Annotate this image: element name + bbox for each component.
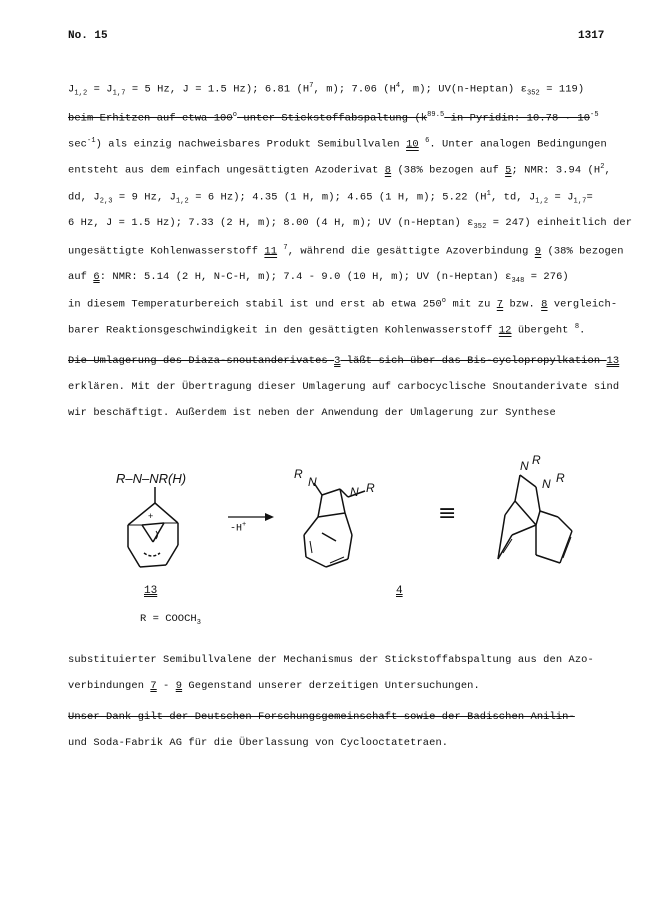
para1-line2: beim Erhitzen auf etwa 100$^o$ unter Stickstoffabspaltung ($k^{89.5}$ in Pyridin: $10.78 \cdot 10^{-5}$ xyxy=(68,111,599,125)
product-alt-n-label-2: N xyxy=(542,477,551,491)
compound-label-4: 4 xyxy=(396,585,403,597)
para1-line3: $\sec^{-1}$) als einzig nachweisbares Produkt Semibullvalen 10 $^6$. Unter analogen Bedingungen xyxy=(68,137,607,151)
product-alt-r-label-1: R xyxy=(532,453,541,467)
page-number: 1317 xyxy=(578,30,605,42)
para1-line4: entsteht aus dem einfach ungesättigten Azoderivat 8 (38% bezogen auf 5; NMR: 3.94 ($H^2$, xyxy=(68,163,611,177)
scheme-structures xyxy=(60,455,620,630)
para1-line1: $J_{1,2} = J_{1,7} = 5$ Hz, J = 1.5 Hz); 6.81 ($H^7$, m); 7.06 ($H^4$, m); UV(n-Heptan) $\varepsilon_{352} = 119$) xyxy=(68,82,585,98)
r-definition: $R = COOCH_3$ xyxy=(140,613,201,628)
para2-line3: wir beschäftigt. Außerdem ist neben der Anwendung der Umlagerung zur Synthese xyxy=(68,407,556,419)
para3-line2: verbindungen 7 - 9 Gegenstand unserer derzeitigen Untersuchungen. xyxy=(68,680,480,692)
product-n-label-2: N xyxy=(350,485,359,499)
compound-label-13: 13 xyxy=(144,585,158,597)
para2-line2: erklären. Mit der Übertragung dieser Umlagerung auf carbocyclische Snoutanderivate sind xyxy=(68,381,620,393)
reactant-substituent: R–N–NR(H) xyxy=(116,471,187,486)
product-alt-n-label-1: N xyxy=(520,459,529,473)
para1-line6: 6 Hz, J = 1.5 Hz); 7.33 (2 H, m); 8.00 (4 H, m); UV (n-Heptan) $\varepsilon_{352} = 247$) einheitlich der xyxy=(68,217,633,232)
product-r-label-1: R xyxy=(294,467,303,481)
para1-line9: in diesem Temperaturbereich stabil ist und erst ab etwa 250$^o$ mit zu 7 bzw. 8 vergleich- xyxy=(68,297,618,311)
reagent-label: -H+ xyxy=(230,521,247,535)
product-structure-alt xyxy=(498,475,572,563)
para4-line2: und Soda-Fabrik AG für die Überlassung von Cyclooctatetraen. xyxy=(68,737,449,749)
equivalence-symbol: ≡ xyxy=(438,501,457,526)
para1-line5: dd, $J_{2,3} = 9$ Hz, $J_{1,2} = 6$ Hz); 4.35 (1 H, m); 4.65 (1 H, m); 5.22 ($H^1$, td, $J_{1,2} = J_{1,7}=$ xyxy=(68,190,593,206)
product-alt-r-label-2: R xyxy=(556,471,565,485)
para2-line1: Die Umlagerung des Diaza-snoutanderivates 3 läßt sich über das Bis-cyclopropylkation 13 xyxy=(68,355,620,367)
product-r-label-2: R xyxy=(366,481,375,495)
product-n-label-1: N xyxy=(308,475,317,489)
para1-line7: ungesättigte Kohlenwasserstoff 11 $^7$, während die gesättigte Azoverbindung 9 (38% bezogen xyxy=(68,244,624,258)
para1-line8: auf 6: NMR: 5.14 (2 H, N-C-H, m); 7.4 - 9.0 (10 H, m); UV (n-Heptan) $\varepsilon_{348} = 276$) xyxy=(68,271,569,286)
svg-text:+: + xyxy=(148,511,154,521)
reactant-structure xyxy=(128,487,178,567)
journal-number: No. 15 xyxy=(68,30,108,42)
para4-line1: Unser Dank gilt der Deutschen Forschungsgemeinschaft sowie der Badischen Anilin- xyxy=(68,711,575,723)
para3-line1: substituierter Semibullvalene der Mechanismus der Stickstoffabspaltung aus den Azo- xyxy=(68,654,594,666)
para1-line10: barer Reaktionsgeschwindigkeit in den gesättigten Kohlenwasserstoff 12 übergeht $^8$. xyxy=(68,323,586,337)
reaction-scheme xyxy=(60,455,620,630)
